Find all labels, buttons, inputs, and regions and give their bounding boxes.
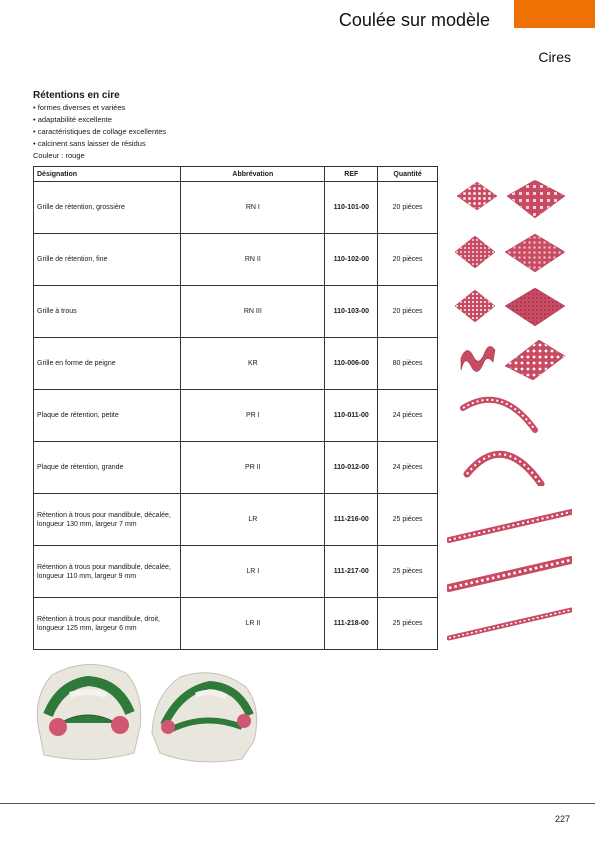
cell-quantity: 25 pièces — [378, 494, 438, 546]
table-row — [34, 494, 438, 546]
table-row — [34, 338, 438, 390]
cell-designation: Rétention à trous pour mandibule, droit, longueur 125 mm, largeur 6 mm — [34, 598, 181, 650]
feature-item: • formes diverses et variées — [33, 103, 126, 112]
column-header-abbreviation: Abbrévation — [181, 167, 325, 182]
cell-quantity: 80 pièces — [378, 338, 438, 390]
cell-abbreviation: RN II — [181, 234, 325, 286]
cell-ref: 111-218-00 — [325, 598, 378, 650]
cell-designation: Grille de rétention, grossière — [34, 182, 181, 234]
mandible-retention-lr-ii-image — [447, 602, 572, 648]
column-header-designation: Désignation — [34, 167, 181, 182]
cell-quantity: 25 pièces — [378, 598, 438, 650]
cell-abbreviation: LR — [181, 494, 325, 546]
cell-abbreviation: LR II — [181, 598, 325, 650]
cell-ref: 110-011-00 — [325, 390, 378, 442]
cell-quantity: 24 pièces — [378, 390, 438, 442]
comb-grid-image — [447, 336, 572, 382]
table-row — [34, 390, 438, 442]
table-row — [34, 598, 438, 650]
feature-item: • caractéristiques de collage excellentes — [33, 127, 167, 136]
cell-designation: Rétention à trous pour mandibule, décalée, longueur 110 mm, largeur 9 mm — [34, 546, 181, 598]
plaster-model-photo-front — [30, 655, 148, 767]
cell-ref: 110-101-00 — [325, 182, 378, 234]
table-row — [34, 546, 438, 598]
cell-quantity: 25 pièces — [378, 546, 438, 598]
table-row — [34, 234, 438, 286]
table-row — [34, 182, 438, 234]
section-title: Cires — [538, 49, 571, 65]
cell-quantity: 20 pièces — [378, 182, 438, 234]
header-accent-block — [514, 0, 595, 28]
cell-abbreviation: PR II — [181, 442, 325, 494]
cell-abbreviation: RN III — [181, 286, 325, 338]
cell-designation: Plaque de rétention, petite — [34, 390, 181, 442]
product-table — [33, 166, 438, 650]
table-row — [34, 442, 438, 494]
feature-item: • calcinent sans laisser de résidus — [33, 139, 146, 148]
cell-ref: 110-006-00 — [325, 338, 378, 390]
column-header-ref: REF — [325, 167, 378, 182]
cell-ref: 110-103-00 — [325, 286, 378, 338]
cell-ref: 111-216-00 — [325, 494, 378, 546]
cell-designation: Grille en forme de peigne — [34, 338, 181, 390]
cell-designation: Grille de rétention, fine — [34, 234, 181, 286]
feature-list — [33, 102, 166, 162]
mandible-retention-lr-i-image — [447, 550, 572, 596]
retention-grid-fine-image — [447, 230, 572, 276]
cell-quantity: 24 pièces — [378, 442, 438, 494]
mandible-retention-lr-image — [447, 504, 572, 550]
product-title: Rétentions en cire — [33, 90, 120, 101]
cell-abbreviation: RN I — [181, 182, 325, 234]
cell-ref: 111-217-00 — [325, 546, 378, 598]
page-header-title: Coulée sur modèle — [338, 10, 490, 30]
cell-designation: Plaque de rétention, grande — [34, 442, 181, 494]
cell-abbreviation: KR — [181, 338, 325, 390]
cell-quantity: 20 pièces — [378, 286, 438, 338]
color-note: Couleur : rouge — [33, 151, 85, 160]
plaster-model-photo-side — [146, 655, 264, 767]
cell-ref: 110-012-00 — [325, 442, 378, 494]
page-number: 227 — [554, 814, 570, 824]
cell-abbreviation: LR I — [181, 546, 325, 598]
footer-divider — [0, 803, 595, 804]
cell-abbreviation: PR I — [181, 390, 325, 442]
retention-plate-small-image — [447, 390, 572, 436]
feature-item: • adaptabilité excellente — [33, 115, 112, 124]
cell-ref: 110-102-00 — [325, 234, 378, 286]
table-row — [34, 286, 438, 338]
column-header-quantity: Quantité — [378, 167, 438, 182]
cell-designation: Rétention à trous pour mandibule, décalée, longueur 130 mm, largeur 7 mm — [34, 494, 181, 546]
cell-quantity: 20 pièces — [378, 234, 438, 286]
cell-designation: Grille à trous — [34, 286, 181, 338]
retention-grid-coarse-image — [447, 176, 572, 222]
hole-grid-image — [447, 284, 572, 330]
retention-plate-large-image — [447, 440, 572, 486]
table-header-row — [34, 167, 438, 182]
